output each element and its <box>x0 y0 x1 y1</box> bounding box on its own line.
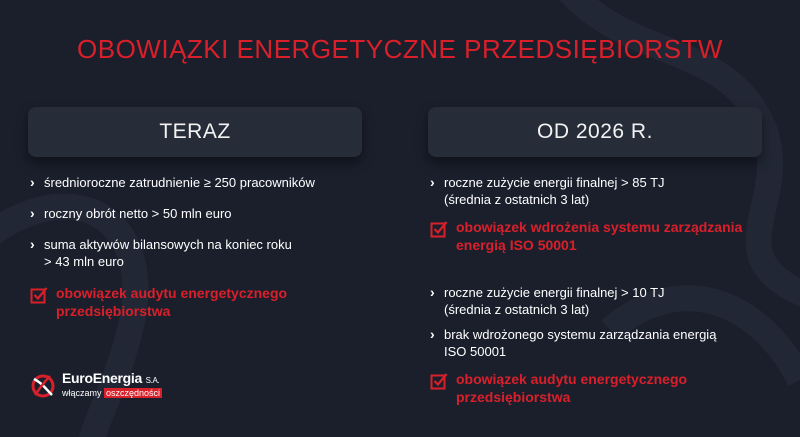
obligation-text: obowiązek wdrożenia systemu zarządzania energią ISO 50001 <box>456 219 743 253</box>
criterion-text: roczne zużycie energii finalnej > 10 TJ (średnia z ostatnich 3 lat) <box>444 285 665 317</box>
obligation-iso-50001 <box>430 218 742 254</box>
obligation-text: obowiązek audytu energetycznego przedsiębiorstwa <box>456 371 688 405</box>
checkbox-check-icon <box>430 218 456 254</box>
chevron-right-icon: › <box>430 174 435 190</box>
chevron-right-icon: › <box>30 236 35 252</box>
criterion-turnover <box>30 205 232 222</box>
criterion-text: średnioroczne zatrudnienie ≥ 250 pracowników <box>44 175 315 190</box>
checkbox-check-icon <box>430 370 456 406</box>
obligation-text: obowiązek audytu energetycznego przedsiębiorstwa <box>56 285 288 319</box>
criterion-employment <box>30 174 315 191</box>
chevron-right-icon: › <box>30 174 35 190</box>
criterion-text: roczne zużycie energii finalnej > 85 TJ (średnia z ostatnich 3 lat) <box>444 175 665 207</box>
criterion-no-iso-system <box>430 326 716 360</box>
chevron-right-icon: › <box>430 284 435 300</box>
header-now: TERAZ <box>28 107 362 157</box>
criterion-consumption-85tj <box>430 174 665 208</box>
checkbox-check-icon <box>30 284 56 320</box>
criterion-consumption-10tj <box>430 284 665 318</box>
page-title: OBOWIĄZKI ENERGETYCZNE PRZEDSIĘBIORSTW <box>77 34 723 64</box>
criterion-assets <box>30 236 292 270</box>
chevron-right-icon: › <box>30 205 35 221</box>
criterion-text: roczny obrót netto > 50 mln euro <box>44 206 232 221</box>
logo-tagline: włączamy oszczędności <box>62 388 161 398</box>
criterion-text: brak wdrożonego systemu zarządzania energią ISO 50001 <box>444 327 717 359</box>
logo-name: EuroEnergia S.A. <box>62 370 160 386</box>
euroenergia-logo <box>30 372 162 400</box>
logo-swirl-icon <box>30 373 56 399</box>
header-from-2026: OD 2026 R. <box>428 107 762 157</box>
obligation-energy-audit <box>30 284 287 320</box>
chevron-right-icon: › <box>430 326 435 342</box>
criterion-text: suma aktywów bilansowych na koniec roku > 43 mln euro <box>44 237 292 269</box>
obligation-energy-audit-2026 <box>430 370 687 406</box>
